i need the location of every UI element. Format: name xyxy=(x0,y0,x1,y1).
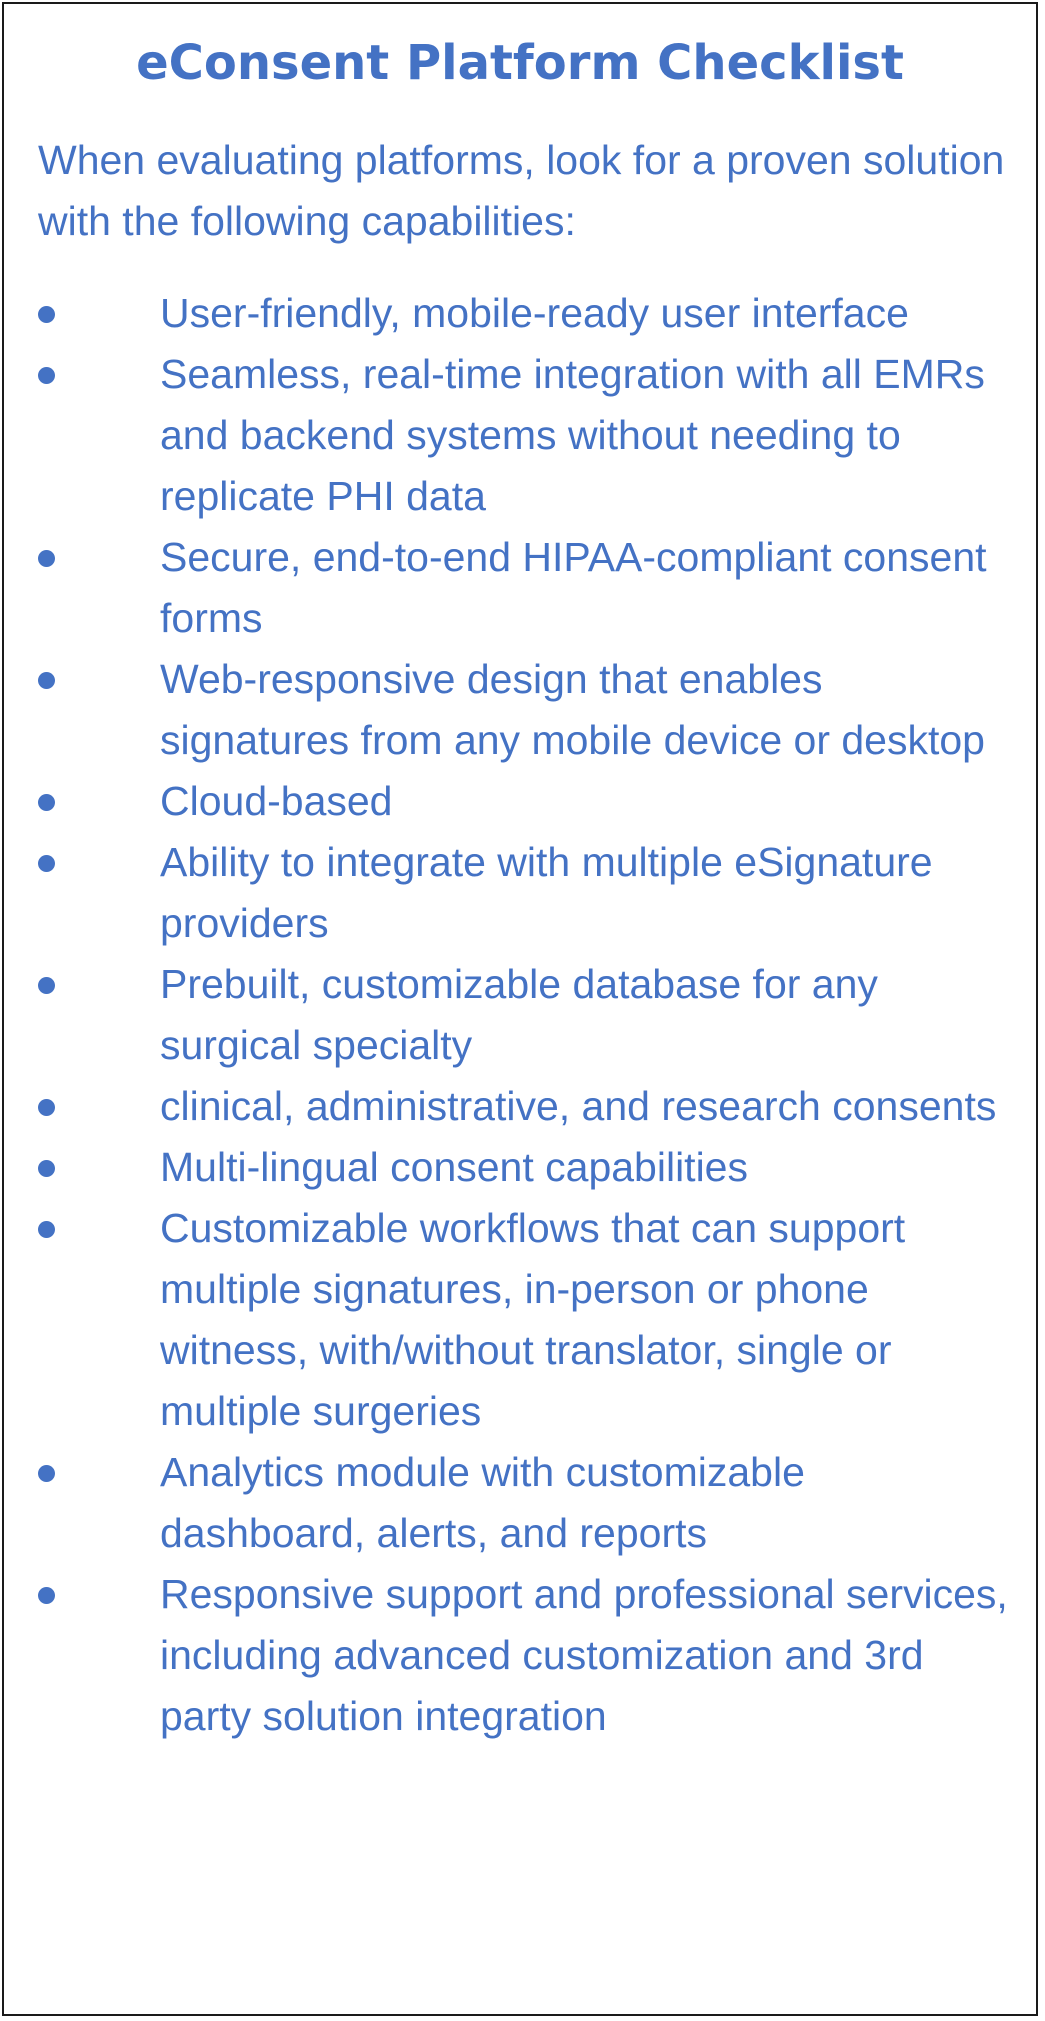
list-item-text: clinical, administrative, and research consents xyxy=(160,1083,997,1129)
list-item-text: Web-responsive design that enables signatures from any mobile device or desktop xyxy=(160,656,985,763)
list-item-text: Cloud-based xyxy=(160,778,393,824)
list-item xyxy=(4,527,1034,649)
list-item-text: Prebuilt, customizable database for any surgical specialty xyxy=(160,961,878,1068)
list-item xyxy=(4,344,1034,527)
bullet-icon xyxy=(38,1465,55,1482)
list-item xyxy=(4,1564,1034,1747)
bullet-icon xyxy=(38,550,55,567)
list-item-text: Responsive support and professional services, including advanced customization and 3rd party solution integration xyxy=(160,1571,1008,1739)
bullet-icon xyxy=(38,1099,55,1116)
bullet-icon xyxy=(38,367,55,384)
list-item-text: Seamless, real-time integration with all EMRs and backend systems without needing to replicate PHI data xyxy=(160,351,985,519)
list-item-text: Analytics module with customizable dashboard, alerts, and reports xyxy=(160,1449,805,1556)
list-item xyxy=(4,1198,1034,1442)
bullet-icon xyxy=(38,977,55,994)
list-item-text: Multi-lingual consent capabilities xyxy=(160,1144,748,1190)
bullet-icon xyxy=(38,1587,55,1604)
capabilities-list xyxy=(4,283,1034,1747)
list-item-text: Secure, end-to-end HIPAA-compliant consent forms xyxy=(160,534,987,641)
page-title: eConsent Platform Checklist xyxy=(136,35,904,91)
list-item-text: Ability to integrate with multiple eSignature providers xyxy=(160,839,933,946)
list-item-text: User-friendly, mobile-ready user interface xyxy=(160,290,909,336)
checklist-frame xyxy=(2,2,1038,2016)
list-item xyxy=(4,1076,1034,1137)
bullet-icon xyxy=(38,855,55,872)
list-item xyxy=(4,1442,1034,1564)
list-item xyxy=(4,1137,1034,1198)
intro-paragraph: When evaluating platforms, look for a proven solution with the following capabilities: xyxy=(38,137,1005,244)
list-item xyxy=(4,771,1034,832)
bullet-icon xyxy=(38,306,55,323)
bullet-icon xyxy=(38,794,55,811)
list-item xyxy=(4,954,1034,1076)
list-item xyxy=(4,283,1034,344)
bullet-icon xyxy=(38,1221,55,1238)
list-item xyxy=(4,832,1034,954)
bullet-icon xyxy=(38,672,55,689)
list-item-text: Customizable workflows that can support multiple signatures, in-person or phone witness, with/without translator, single or multiple surgeries xyxy=(160,1205,906,1434)
bullet-icon xyxy=(38,1160,55,1177)
list-item xyxy=(4,649,1034,771)
